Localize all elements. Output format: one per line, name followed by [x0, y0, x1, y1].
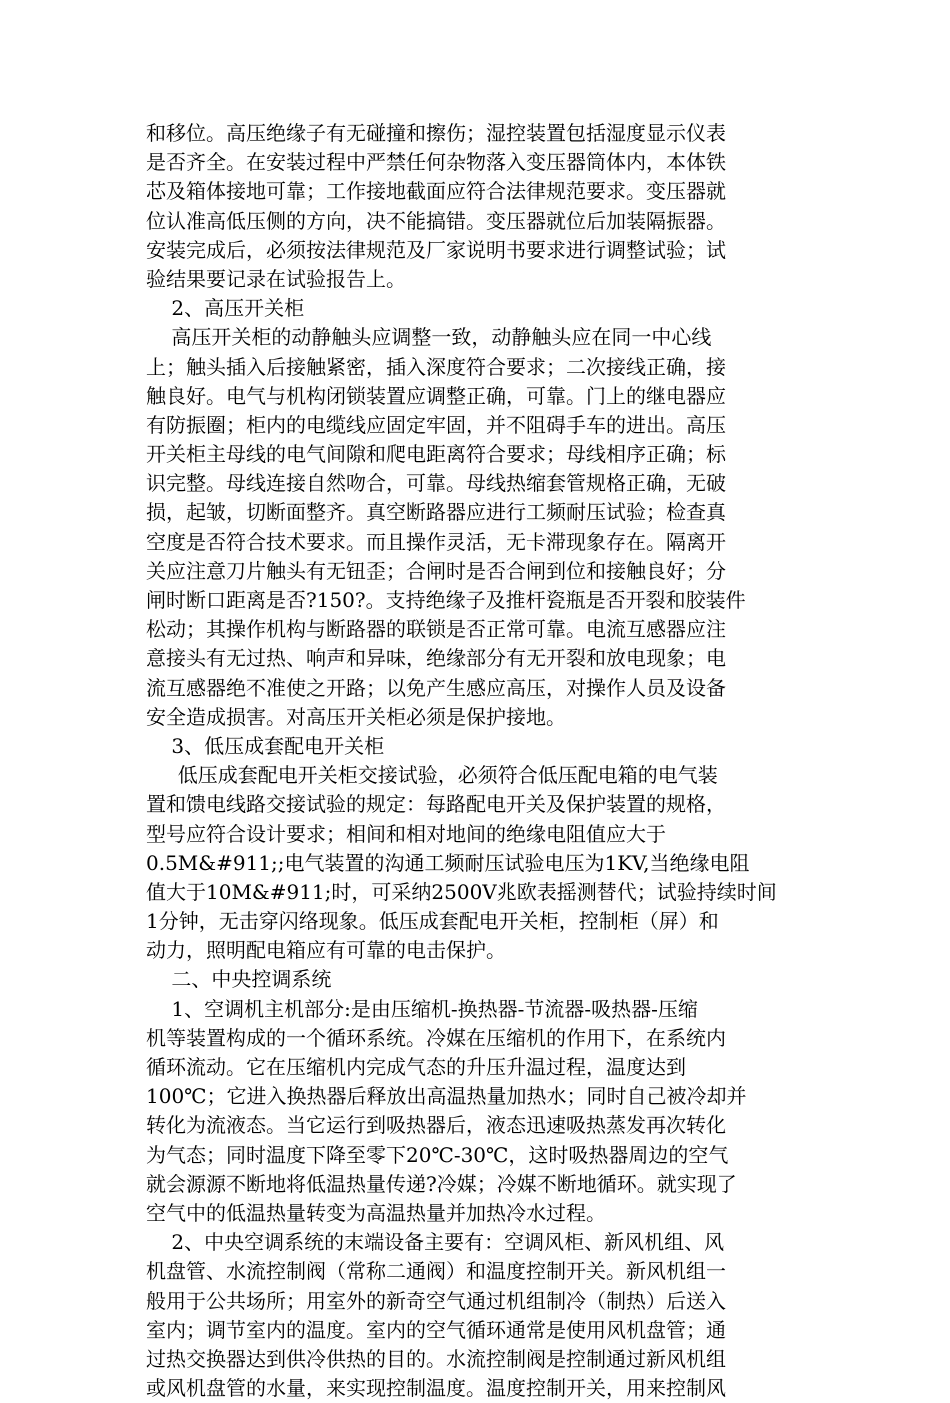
text-line: 高压开关柜的动静触头应调整一致，动静触头应在同一中心线: [146, 325, 712, 350]
text-line: 和移位。高压绝缘子有无碰撞和擦伤；湿控装置包括湿度显示仪表: [146, 121, 726, 145]
text-line: 1、空调机主机部分:是由压缩机-换热器-节流器-吸热器-压缩: [146, 996, 698, 1021]
text-line: 位认准高低压侧的方向，决不能搞错。变压器就位后加装隔振器。: [146, 208, 726, 233]
text-line: 为气态；同时温度下降至零下20℃-30℃，这时吸热器周边的空气: [146, 1142, 729, 1167]
text-line: 般用于公共场所；用室外的新奇空气通过机组制冷（制热）后送入: [146, 1288, 726, 1313]
text-line: 室内；调节室内的温度。室内的空气循环通常是使用风机盘管；通: [146, 1317, 726, 1342]
text-line: 1分钟，无击穿闪络现象。低压成套配电开关柜，控制柜（屏）和: [146, 909, 719, 934]
text-line: 机盘管、水流控制阀（常称二通阀）和温度控制开关。新风机组一: [146, 1259, 726, 1284]
text-line: 或风机盘管的水量，来实现控制温度。温度控制开关，用来控制风: [146, 1376, 726, 1401]
text-line: 转化为流液态。当它运行到吸热器后，液态迅速吸热蒸发再次转化: [146, 1113, 726, 1138]
text-line: 上；触头插入后接触紧密，插入深度符合要求；二次接线正确，接: [146, 354, 726, 379]
text-line: 芯及箱体接地可靠；工作接地截面应符合法律规范要求。变压器就: [146, 179, 726, 204]
text-line: 闸时断口距离是否?150?。支持绝缘子及推杆瓷瓶是否开裂和胶装件: [146, 588, 746, 612]
text-line: 值大于10M&#911;时，可采纳2500V兆欧表摇测替代；试验持续时间: [146, 879, 777, 904]
text-line: 动力，照明配电箱应有可靠的电击保护。: [146, 938, 506, 963]
text-line: 有防振圈；柜内的电缆线应固定牢固，并不阻碍手车的进出。高压: [146, 412, 726, 437]
text-line: 就会源源不断地将低温热量传递?冷媒；冷媒不断地循环。就实现了: [146, 1171, 737, 1196]
text-line: 松动；其操作机构与断路器的联锁是否正常可靠。电流互感器应注: [146, 617, 726, 642]
text-line: 2、中央空调系统的末端设备主要有：空调风柜、新风机组、风: [146, 1230, 725, 1255]
text-line: 损，起皱，切断面整齐。真空断路器应进行工频耐压试验；检查真: [146, 500, 726, 525]
text-line: 开关柜主母线的电气间隙和爬电距离符合要求；母线相序正确；标: [146, 442, 726, 467]
text-line: 循环流动。它在压缩机内完成气态的升压升温过程，温度达到: [146, 1055, 686, 1079]
document-body: [146, 119, 806, 1403]
section-heading: 2、高压开关柜: [146, 296, 305, 321]
text-line: 是否齐全。在安装过程中严禁任何杂物落入变压器筒体内，本体铁: [146, 150, 726, 175]
section-heading: 3、低压成套配电开关柜: [146, 733, 385, 758]
text-line: 空气中的低温热量转变为高温热量并加热冷水过程。: [146, 1200, 606, 1225]
text-line: 型号应符合设计要求；相间和相对地间的绝缘电阻值应大于: [146, 821, 666, 846]
text-line: 安装完成后，必须按法律规范及厂家说明书要求进行调整试验；试: [146, 237, 726, 262]
text-line: 意接头有无过热、响声和异味，绝缘部分有无开裂和放电现象；电: [146, 646, 726, 671]
section-heading: 二、中央控调系统: [146, 967, 332, 992]
text-line: 过热交换器达到供冷供热的目的。水流控制阀是控制通过新风机组: [146, 1346, 726, 1371]
text-line: 触良好。电气与机构闭锁装置应调整正确，可靠。门上的继电器应: [146, 383, 726, 408]
text-line: 关应注意刀片触头有无钮歪；合闸时是否合闸到位和接触良好；分: [146, 558, 726, 583]
text-line: 机等装置构成的一个循环系统。冷媒在压缩机的作用下，在系统内: [146, 1025, 726, 1050]
text-line: 识完整。母线连接自然吻合，可靠。母线热缩套管规格正确，无破: [146, 471, 726, 496]
text-line: 流互感器绝不准使之开路；以免产生感应高压，对操作人员及设备: [146, 675, 726, 700]
text-line: 100℃；它进入换热器后释放出高温热量加热水；同时自己被冷却并: [146, 1084, 747, 1109]
text-line: 0.5M&#911;;电气装置的沟通工频耐压试验电压为1KV,当绝缘电阻: [146, 850, 750, 875]
text-line: 低压成套配电开关柜交接试验，必须符合低压配电箱的电气装: [146, 763, 718, 788]
text-line: 空度是否符合技术要求。而且操作灵活，无卡滞现象存在。隔离开: [146, 529, 726, 554]
text-line: 验结果要记录在试验报告上。: [146, 266, 406, 291]
text-line: 安全造成损害。对高压开关柜必须是保护接地。: [146, 704, 566, 729]
text-line: 置和馈电线路交接试验的规定：每路配电开关及保护装置的规格，: [146, 792, 726, 817]
